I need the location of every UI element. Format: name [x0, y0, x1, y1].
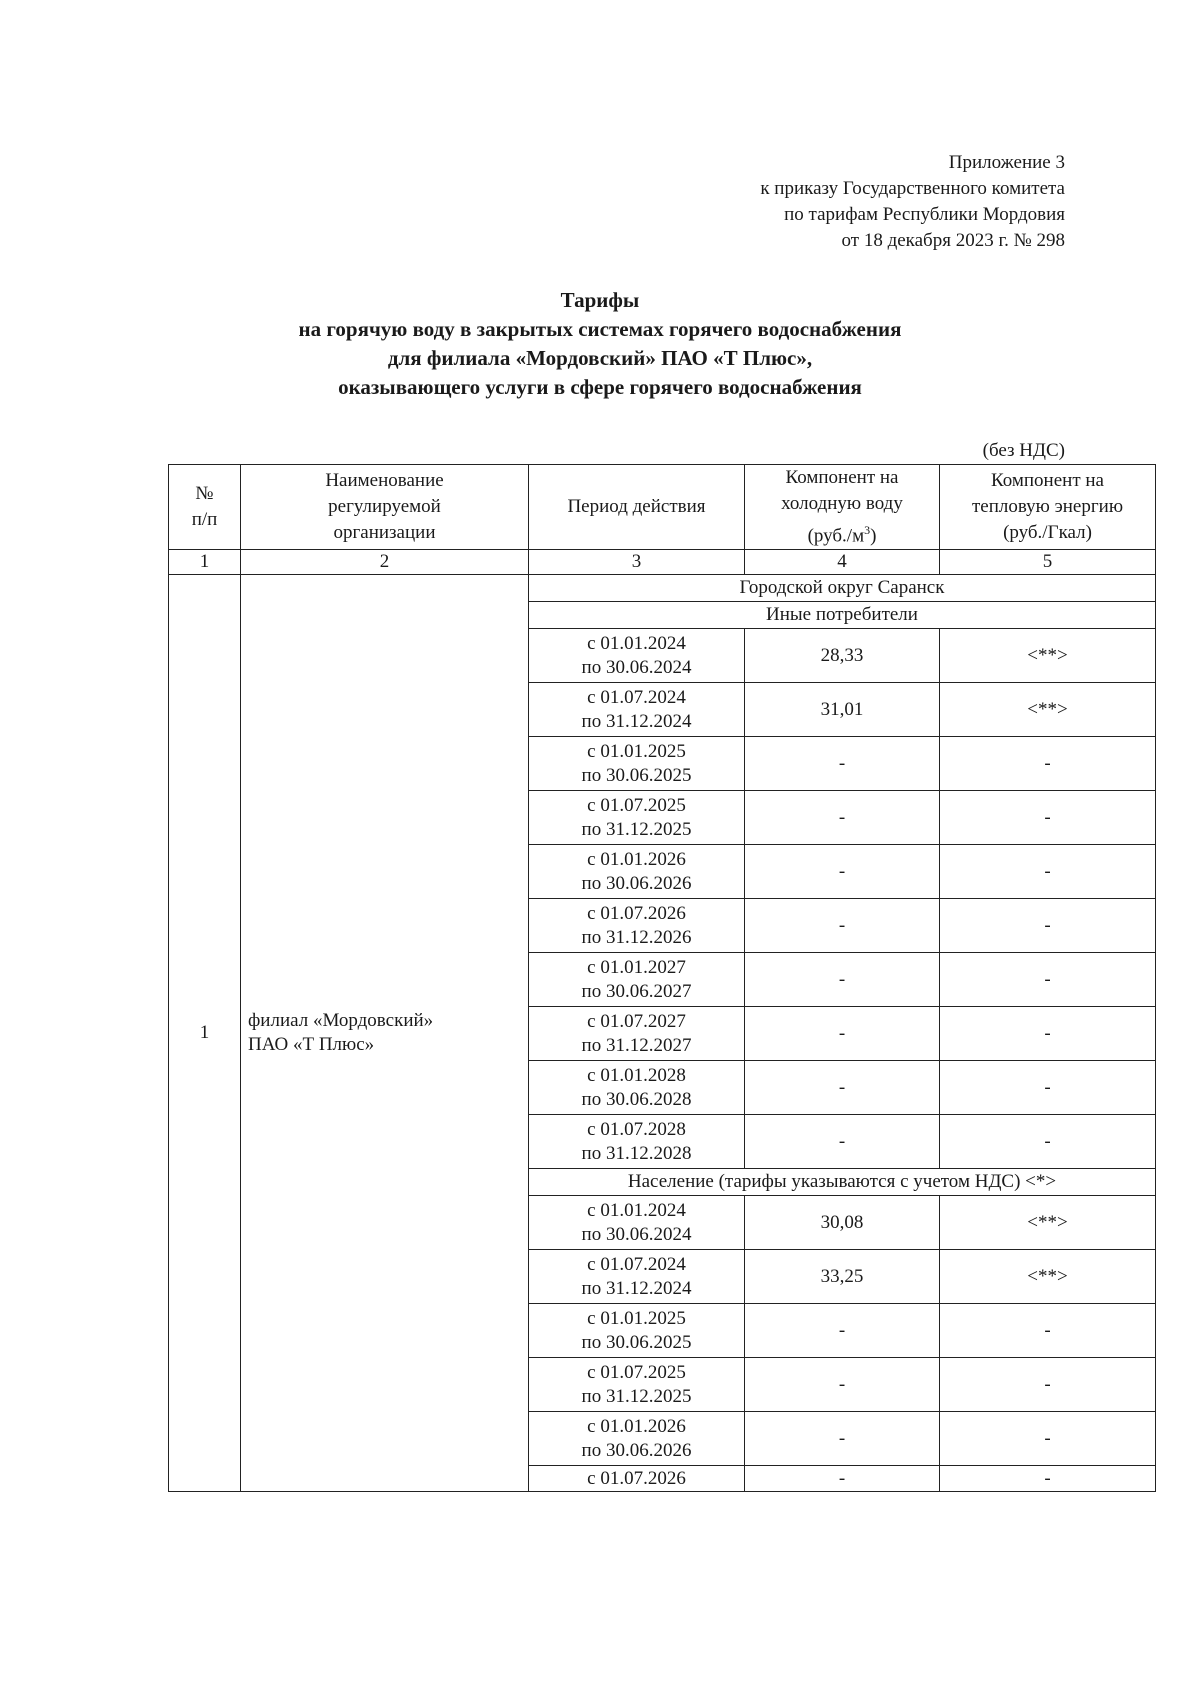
appendix-reference: [760, 150, 1065, 254]
column-number: 5: [940, 550, 1156, 575]
cold-water-value: -: [745, 899, 940, 953]
cold-water-value: 33,25: [745, 1250, 940, 1304]
header-text: холодную воду: [781, 493, 903, 514]
period-cell: [529, 1358, 745, 1412]
period-to: по 31.12.2024: [581, 710, 692, 732]
period-to: по 30.06.2025: [581, 1331, 692, 1353]
unit-text: (руб./м: [807, 525, 865, 547]
period-from: с 01.07.2027: [587, 1010, 686, 1032]
column-number: 4: [745, 550, 940, 575]
cold-water-value: -: [745, 737, 940, 791]
group-other-consumers: Иные потребители: [529, 602, 1156, 629]
header-org-name: [241, 465, 529, 550]
header-period: Период действия: [529, 465, 745, 550]
column-number: 1: [169, 550, 241, 575]
period-from: с 01.07.2025: [587, 1361, 686, 1383]
period-from: с 01.01.2026: [587, 848, 686, 870]
period-from: с 01.01.2025: [587, 740, 686, 762]
heat-energy-value: <**>: [940, 629, 1156, 683]
heat-energy-value: -: [940, 791, 1156, 845]
period-to: по 30.06.2026: [581, 1439, 692, 1461]
header-text: регулируемой: [328, 496, 441, 518]
organization-name: [241, 575, 529, 1492]
district-row: [169, 575, 1156, 602]
header-text: п/п: [191, 509, 218, 531]
heat-energy-value: -: [940, 1412, 1156, 1466]
cold-water-value: 28,33: [745, 629, 940, 683]
district-name: Городской округ Саранск: [529, 575, 1156, 602]
heat-energy-value: -: [940, 845, 1156, 899]
period-to: по 31.12.2027: [581, 1034, 692, 1056]
column-number: 2: [241, 550, 529, 575]
header-text: [748, 517, 936, 549]
period-cell: [529, 683, 745, 737]
document-title: [0, 286, 1200, 402]
header-text: (руб./Гкал): [1003, 522, 1092, 544]
organization-name-line: филиал «Мордовский»: [248, 1010, 434, 1032]
title-line: для филиала «Мордовский» ПАО «Т Плюс»,: [387, 346, 813, 370]
period-to: по 30.06.2027: [581, 980, 692, 1002]
period-cell: [529, 899, 745, 953]
period-to: по 31.12.2025: [581, 1385, 692, 1407]
period-from: с 01.01.2027: [587, 956, 686, 978]
period-cell: [529, 1250, 745, 1304]
period-from: с 01.07.2028: [587, 1118, 686, 1140]
period-to: по 30.06.2024: [581, 1223, 692, 1245]
period-cell: [529, 1061, 745, 1115]
period-cell: [529, 737, 745, 791]
period-from: с 01.07.2026: [529, 1466, 745, 1492]
period-cell: [529, 845, 745, 899]
heat-energy-value: -: [940, 1115, 1156, 1169]
heat-energy-value: -: [940, 1007, 1156, 1061]
cold-water-value: -: [745, 1007, 940, 1061]
period-to: по 30.06.2026: [581, 872, 692, 894]
period-from: с 01.07.2024: [587, 1253, 686, 1275]
cold-water-value: -: [745, 1061, 940, 1115]
organization-name-line: ПАО «Т Плюс»: [248, 1034, 375, 1056]
column-number: 3: [529, 550, 745, 575]
title-line: Тарифы: [560, 288, 640, 312]
cold-water-value: -: [745, 953, 940, 1007]
group-population: Население (тарифы указываются с учетом НДС) <*>: [529, 1169, 1156, 1196]
period-from: с 01.07.2025: [587, 794, 686, 816]
title-line: оказывающего услуги в сфере горячего водоснабжения: [338, 375, 862, 399]
appendix-line: к приказу Государственного комитета: [760, 178, 1065, 199]
header-text: Наименование: [325, 470, 444, 492]
heat-energy-value: <**>: [940, 1250, 1156, 1304]
title-line: на горячую воду в закрытых системах горячего водоснабжения: [298, 317, 902, 341]
cold-water-value: -: [745, 845, 940, 899]
header-text: организации: [333, 522, 436, 544]
period-to: по 30.06.2024: [581, 656, 692, 678]
period-from: с 01.01.2024: [587, 1199, 686, 1221]
cold-water-value: 31,01: [745, 683, 940, 737]
table-header-row: [169, 465, 1156, 550]
heat-energy-value: -: [940, 953, 1156, 1007]
heat-energy-value: -: [940, 1304, 1156, 1358]
heat-energy-value: <**>: [940, 1196, 1156, 1250]
period-from: с 01.01.2028: [587, 1064, 686, 1086]
period-from: с 01.01.2026: [587, 1415, 686, 1437]
header-text: тепловую энергию: [971, 496, 1124, 518]
period-cell: [529, 1412, 745, 1466]
heat-energy-value: -: [940, 1358, 1156, 1412]
column-number-row: [169, 550, 1156, 575]
period-to: по 31.12.2026: [581, 926, 692, 948]
cold-water-value: -: [745, 1358, 940, 1412]
period-to: по 31.12.2028: [581, 1142, 692, 1164]
period-from: с 01.07.2024: [587, 686, 686, 708]
cold-water-value: -: [745, 1115, 940, 1169]
header-text: Компонент на: [991, 470, 1104, 492]
header-heat-energy: [940, 465, 1156, 550]
appendix-line: Приложение 3: [948, 152, 1065, 173]
header-number: [169, 465, 241, 550]
heat-energy-value: -: [940, 1061, 1156, 1115]
cold-water-value: -: [745, 1304, 940, 1358]
cold-water-value: -: [745, 791, 940, 845]
cold-water-value: -: [745, 1466, 940, 1492]
heat-energy-value: <**>: [940, 683, 1156, 737]
cold-water-value: -: [745, 1412, 940, 1466]
header-text: №: [195, 483, 214, 505]
unit-superscript: 3: [864, 523, 871, 537]
unit-text: ): [870, 525, 877, 547]
period-to: по 31.12.2024: [581, 1277, 692, 1299]
period-cell: [529, 1115, 745, 1169]
period-cell: [529, 1196, 745, 1250]
period-cell: [529, 629, 745, 683]
period-cell: [529, 953, 745, 1007]
header-cold-water: [745, 465, 940, 550]
heat-energy-value: -: [940, 1466, 1156, 1492]
header-text: Компонент на: [785, 467, 899, 488]
period-to: по 30.06.2025: [581, 764, 692, 786]
period-from: с 01.01.2024: [587, 632, 686, 654]
vat-note: (без НДС): [982, 440, 1065, 461]
period-cell: [529, 1304, 745, 1358]
period-cell: [529, 1007, 745, 1061]
period-from: с 01.01.2025: [587, 1307, 686, 1329]
period-from: с 01.07.2026: [587, 902, 686, 924]
heat-energy-value: -: [940, 737, 1156, 791]
period-to: по 31.12.2025: [581, 818, 692, 840]
row-number: 1: [169, 575, 241, 1492]
appendix-line: от 18 декабря 2023 г. № 298: [841, 230, 1065, 251]
period-to: по 30.06.2028: [581, 1088, 692, 1110]
appendix-line: по тарифам Республики Мордовия: [784, 204, 1065, 225]
tariff-table: [168, 464, 1156, 1492]
period-cell: [529, 791, 745, 845]
heat-energy-value: -: [940, 899, 1156, 953]
cold-water-value: 30,08: [745, 1196, 940, 1250]
